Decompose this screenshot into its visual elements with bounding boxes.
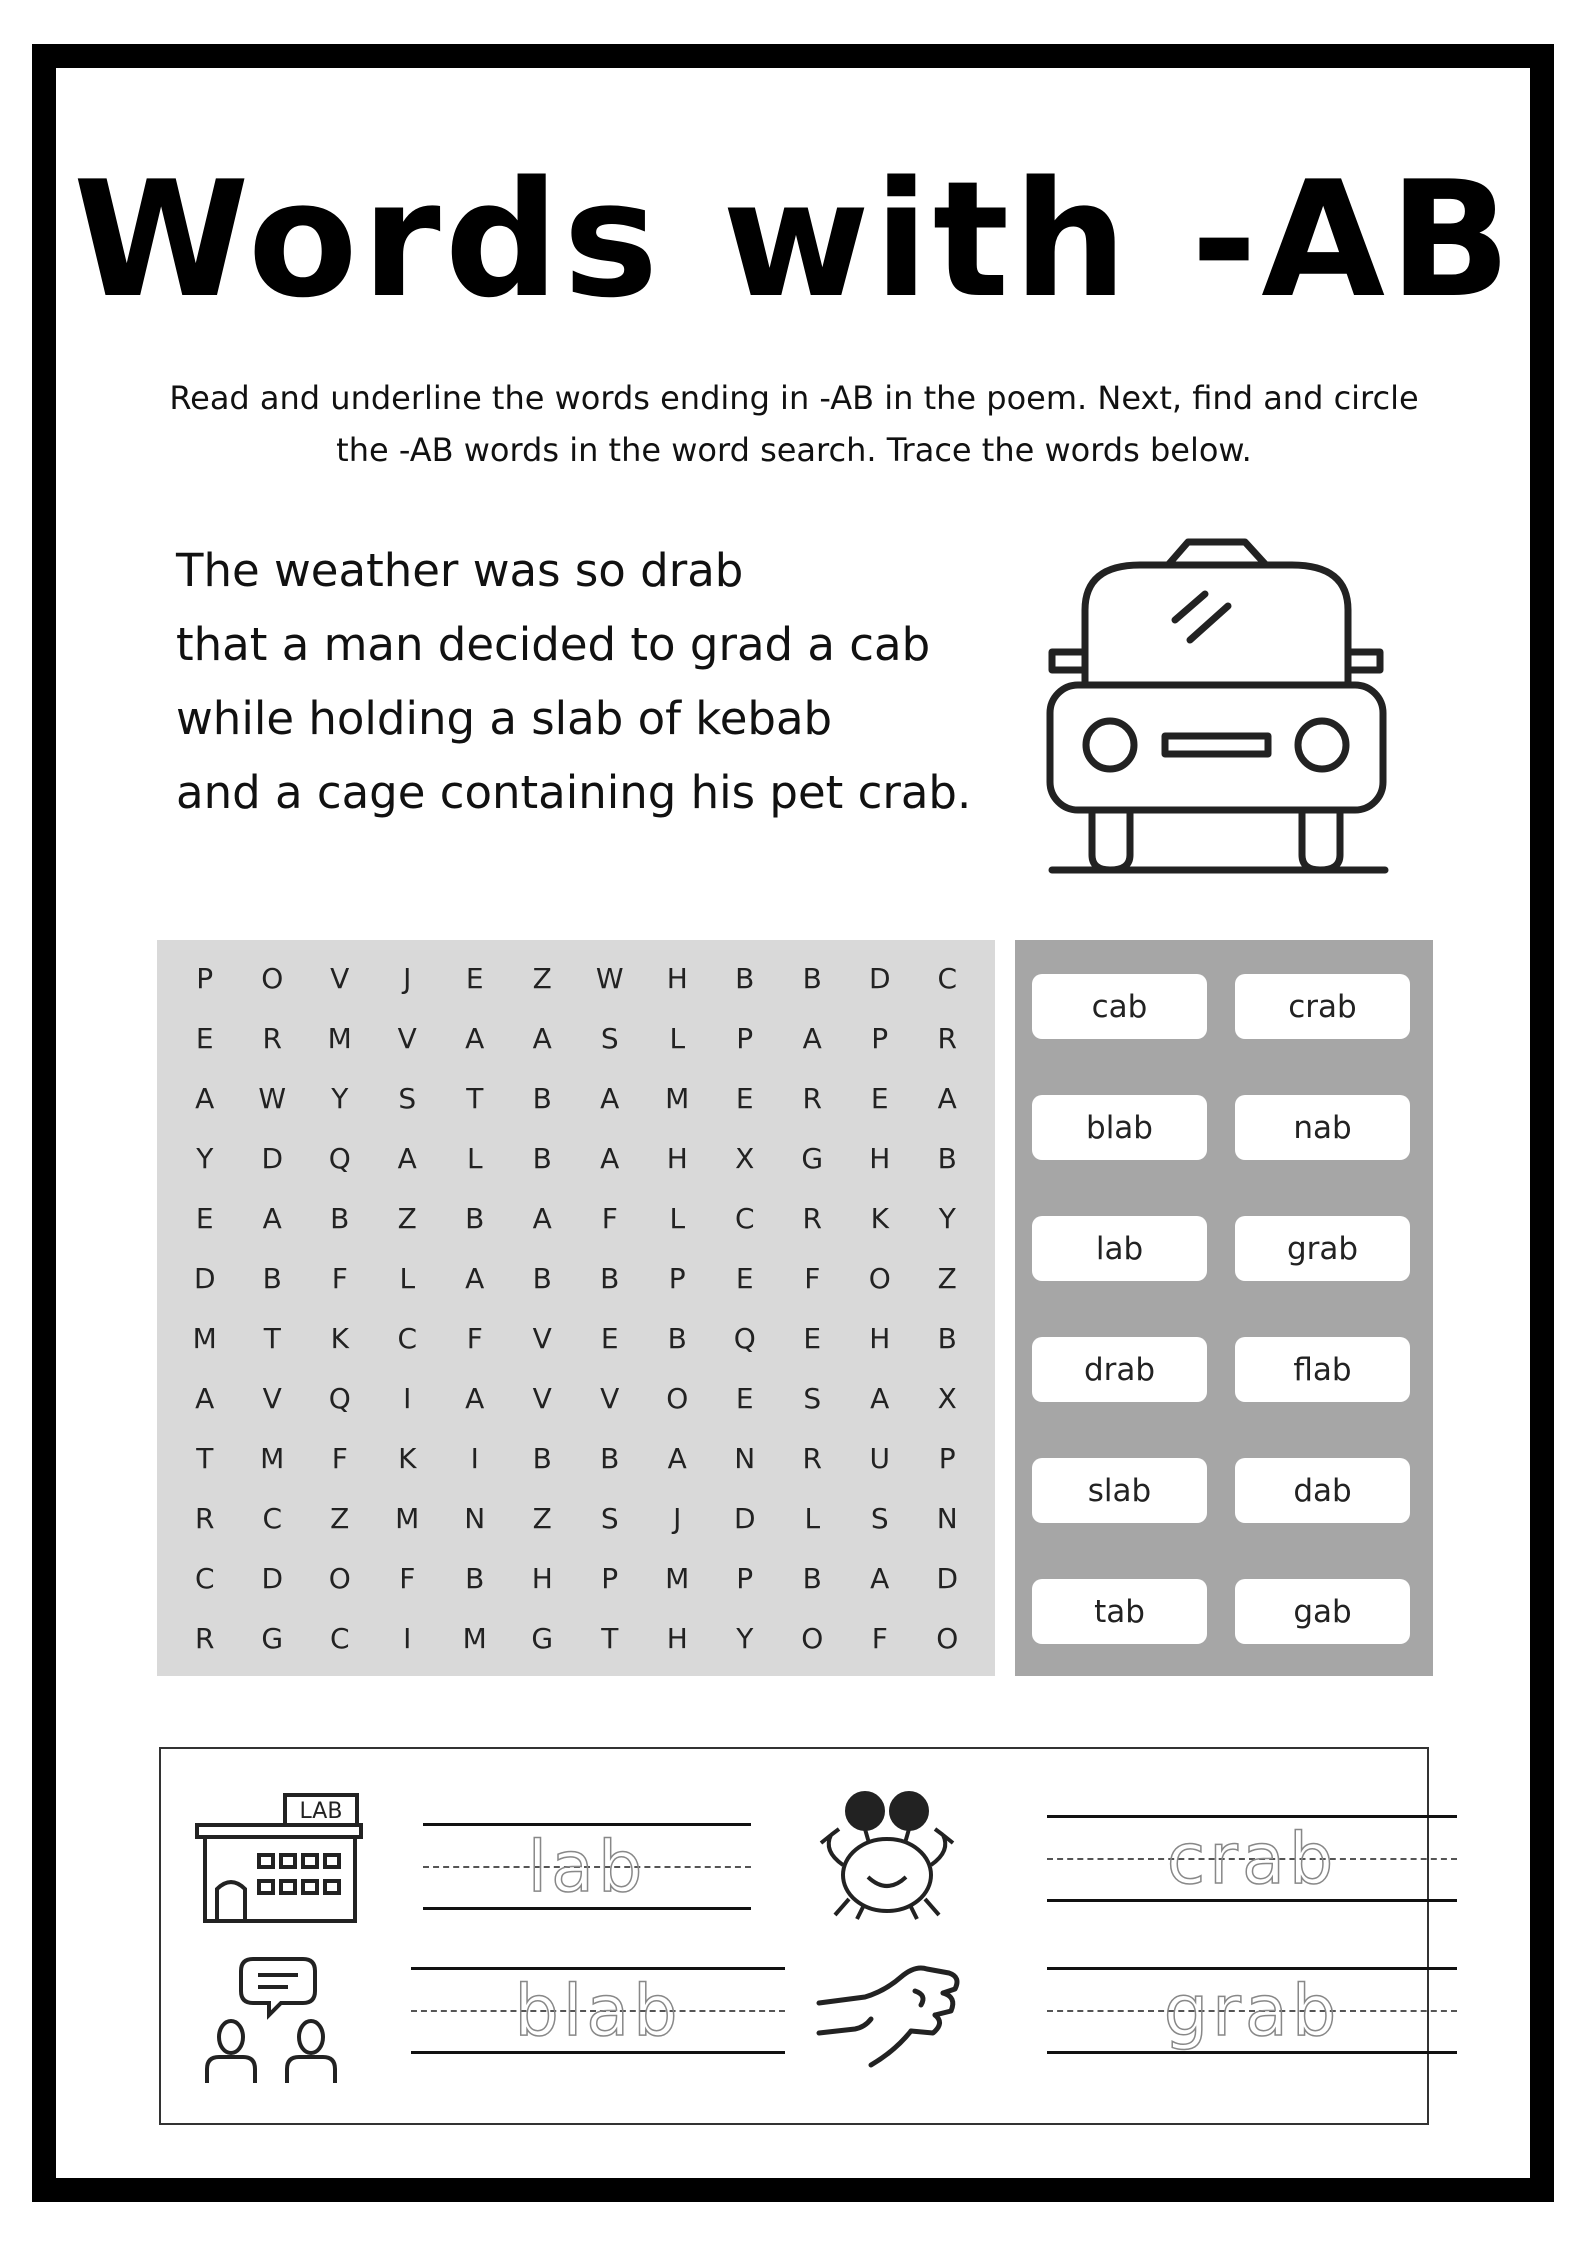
grid-letter[interactable]: N [464,1501,486,1535]
grid-letter[interactable]: F [466,1321,483,1355]
grid-letter[interactable]: B [600,1441,620,1475]
grid-letter[interactable]: T [263,1321,281,1355]
grid-letter[interactable]: O [868,1261,891,1295]
grid-letter[interactable]: P [871,1021,889,1055]
grid-letter[interactable]: C [937,961,958,995]
grid-letter[interactable]: R [802,1081,822,1115]
word-bank-item: tab [1032,1579,1207,1644]
tracing-section [159,1747,1429,2125]
grid-letter[interactable]: B [532,1081,552,1115]
grid-letter[interactable]: A [937,1081,957,1115]
grid-letter[interactable]: E [735,1261,754,1295]
grid-letter[interactable]: B [532,1141,552,1175]
lab-sign-text: LAB [299,1799,343,1824]
grid-letter[interactable]: W [595,961,624,995]
trace-line-lab [423,1823,751,1913]
grid-letter[interactable]: Y [331,1081,349,1115]
grid-letter[interactable]: C [734,1201,755,1235]
crab-icon [813,1791,968,1921]
grid-letter[interactable]: L [466,1141,483,1175]
grid-letter[interactable]: F [399,1561,416,1595]
grid-letter[interactable]: E [870,1081,889,1115]
grid-letter[interactable]: E [195,1201,214,1235]
poem-line: that a man decided to grad a cab [176,618,931,671]
grid-letter[interactable]: V [330,961,350,995]
grid-letter[interactable]: D [936,1561,959,1595]
grid-letter[interactable]: B [937,1141,957,1175]
grid-letter[interactable]: E [735,1081,754,1115]
grid-letter[interactable]: S [398,1081,417,1115]
grid-letter[interactable]: O [328,1561,351,1595]
grid-letter[interactable]: F [601,1201,618,1235]
grid-letter[interactable]: Y [196,1141,214,1175]
grid-letter[interactable]: E [465,961,484,995]
word-bank-item: dab [1235,1458,1410,1523]
grid-letter[interactable]: P [736,1561,754,1595]
grid-letter[interactable]: M [395,1501,420,1535]
grid-letter[interactable]: E [735,1381,754,1415]
grid-letter[interactable]: L [669,1021,686,1055]
word-search-grid [157,940,995,1676]
grid-letter[interactable]: E [803,1321,822,1355]
grid-letter[interactable]: A [802,1021,822,1055]
grid-letter[interactable]: Z [397,1201,417,1235]
grid-letter[interactable]: X [937,1381,957,1415]
grid-letter[interactable]: A [195,1081,215,1115]
grid-letter[interactable]: A [532,1201,552,1235]
grid-letter[interactable]: E [195,1021,214,1055]
grid-letter[interactable]: I [470,1441,479,1475]
grid-letter[interactable]: J [673,1501,682,1535]
grid-letter[interactable]: L [669,1201,686,1235]
grid-letter[interactable]: X [735,1141,755,1175]
grid-letter[interactable]: A [600,1081,620,1115]
grid-letter[interactable]: V [397,1021,417,1055]
grid-letter[interactable]: S [803,1381,822,1415]
grid-letter[interactable]: A [870,1381,890,1415]
grid-letter[interactable]: B [937,1321,957,1355]
grid-letter[interactable]: D [261,1561,284,1595]
grid-letter[interactable]: L [804,1501,821,1535]
grid-letter[interactable]: B [532,1261,552,1295]
grid-letter[interactable]: F [331,1261,348,1295]
grid-letter[interactable]: Z [532,1501,552,1535]
grid-letter[interactable]: P [736,1021,754,1055]
grid-letter[interactable]: S [600,1501,619,1535]
trace-line-blab [411,1967,785,2057]
grid-letter[interactable]: B [532,1441,552,1475]
grid-letter[interactable]: B [802,961,822,995]
grid-letter[interactable]: F [871,1621,888,1655]
grid-letter[interactable]: V [532,1381,552,1415]
word-bank-item: drab [1032,1337,1207,1402]
grid-letter[interactable]: T [466,1081,484,1115]
trace-word: grab [1163,1970,1341,2052]
hand-grab-icon [815,1961,965,2071]
grid-letter[interactable]: A [600,1141,620,1175]
grid-letter[interactable]: A [397,1141,417,1175]
grid-letter[interactable]: R [802,1441,822,1475]
grid-letter[interactable]: I [403,1381,412,1415]
grid-letter[interactable]: Q [328,1381,351,1415]
taxi-car-icon [1030,520,1400,890]
grid-letter[interactable]: H [666,1621,688,1655]
grid-letter[interactable]: K [870,1201,889,1235]
grid-letter[interactable]: O [261,961,284,995]
grid-letter[interactable]: W [258,1081,287,1115]
instructions: Read and underline the words ending in -AB in the poem. Next, find and circle the -AB words in the word search. Trace the words below. [169,379,1419,469]
word-bank-item: blab [1032,1095,1207,1160]
grid-letter[interactable]: A [465,1021,485,1055]
grid-letter[interactable]: P [196,961,214,995]
grid-letter[interactable]: V [600,1381,620,1415]
word-bank-item: cab [1032,974,1207,1039]
trace-line-grab [1047,1967,1457,2057]
grid-letter[interactable]: K [330,1321,349,1355]
grid-letter[interactable]: A [667,1441,687,1475]
grid-letter[interactable]: M [665,1081,690,1115]
grid-letter[interactable]: O [801,1621,824,1655]
grid-letter[interactable]: H [531,1561,553,1595]
word-bank-item: crab [1235,974,1410,1039]
grid-letter[interactable]: D [193,1261,216,1295]
grid-letter[interactable]: B [465,1201,485,1235]
grid-letter[interactable]: A [465,1381,485,1415]
grid-letter[interactable]: D [261,1141,284,1175]
grid-letter[interactable]: A [870,1561,890,1595]
poem-line: The weather was so drab [176,544,744,597]
grid-letter[interactable]: V [532,1321,552,1355]
grid-letter[interactable]: F [331,1441,348,1475]
grid-letter[interactable]: Y [736,1621,754,1655]
grid-letter[interactable]: B [262,1261,282,1295]
trace-word: crab [1166,1818,1338,1900]
grid-letter[interactable]: M [260,1441,285,1475]
word-bank-item: lab [1032,1216,1207,1281]
grid-letter[interactable]: P [938,1441,956,1475]
grid-letter[interactable]: M [462,1621,487,1655]
people-talking-icon [203,1955,343,2085]
grid-letter[interactable]: Q [733,1321,756,1355]
trace-word: blab [514,1970,682,2052]
grid-letter[interactable]: H [666,1141,688,1175]
grid-letter[interactable]: B [735,961,755,995]
grid-letter[interactable]: G [261,1621,284,1655]
grid-letter[interactable]: G [801,1141,824,1175]
grid-letter[interactable]: A [465,1261,485,1295]
grid-letter[interactable]: M [665,1561,690,1595]
grid-letter[interactable]: R [195,1501,215,1535]
word-bank-item: gab [1235,1579,1410,1644]
grid-letter[interactable]: C [397,1321,418,1355]
grid-letter[interactable]: P [668,1261,686,1295]
grid-letter[interactable]: V [262,1381,282,1415]
grid-letter[interactable]: F [804,1261,821,1295]
grid-letter[interactable]: T [601,1621,619,1655]
grid-letter[interactable]: Q [328,1141,351,1175]
grid-letter[interactable]: L [399,1261,416,1295]
grid-letter[interactable]: D [733,1501,756,1535]
grid-letter[interactable]: O [936,1621,959,1655]
grid-letter[interactable]: R [802,1201,822,1235]
grid-letter[interactable]: H [869,1321,891,1355]
grid-letter[interactable]: O [666,1381,689,1415]
trace-line-crab [1047,1815,1457,1905]
word-bank-item: grab [1235,1216,1410,1281]
word-bank-item: flab [1235,1337,1410,1402]
poem [176,534,1056,830]
grid-letter[interactable]: Z [937,1261,957,1295]
grid-letter[interactable]: T [196,1441,214,1475]
grid-letter[interactable]: Z [532,961,552,995]
grid-letter[interactable]: U [869,1441,890,1475]
grid-letter[interactable]: B [667,1321,687,1355]
grid-letter[interactable]: P [601,1561,619,1595]
grid-letter[interactable]: A [262,1201,282,1235]
grid-letter[interactable]: I [403,1621,412,1655]
grid-letter[interactable]: J [403,961,412,995]
lab-building-icon [195,1793,363,1923]
word-bank [1015,940,1433,1676]
grid-letter[interactable]: B [465,1561,485,1595]
grid-letter[interactable]: B [802,1561,822,1595]
grid-letter[interactable]: C [194,1561,215,1595]
grid-letter[interactable]: D [868,961,891,995]
grid-letter[interactable]: N [734,1441,756,1475]
grid-letter[interactable]: H [869,1141,891,1175]
word-bank-item: nab [1235,1095,1410,1160]
poem-line: while holding a slab of kebab [176,692,833,745]
grid-letter[interactable]: E [600,1321,619,1355]
grid-letter[interactable]: R [262,1021,282,1055]
grid-letter[interactable]: Y [938,1201,956,1235]
grid-letter[interactable]: Z [330,1501,350,1535]
word-bank-item: slab [1032,1458,1207,1523]
grid-letter[interactable]: R [937,1021,957,1055]
grid-letter[interactable]: H [666,961,688,995]
grid-letter[interactable]: A [532,1021,552,1055]
grid-letter[interactable]: A [195,1381,215,1415]
page-title: Words with -AB [72,146,1515,333]
grid-letter[interactable]: G [531,1621,554,1655]
grid-letter[interactable]: B [330,1201,350,1235]
grid-letter[interactable]: S [600,1021,619,1055]
grid-letter[interactable]: M [192,1321,217,1355]
grid-letter[interactable]: B [600,1261,620,1295]
grid-letter[interactable]: N [936,1501,958,1535]
grid-letter[interactable]: C [262,1501,283,1535]
grid-letter[interactable]: M [327,1021,352,1055]
grid-letter[interactable]: R [195,1621,215,1655]
grid-letter[interactable]: S [870,1501,889,1535]
trace-word: lab [527,1826,647,1908]
grid-letter[interactable]: K [398,1441,417,1475]
grid-letter[interactable]: C [329,1621,350,1655]
poem-line: and a cage containing his pet crab. [176,766,972,819]
